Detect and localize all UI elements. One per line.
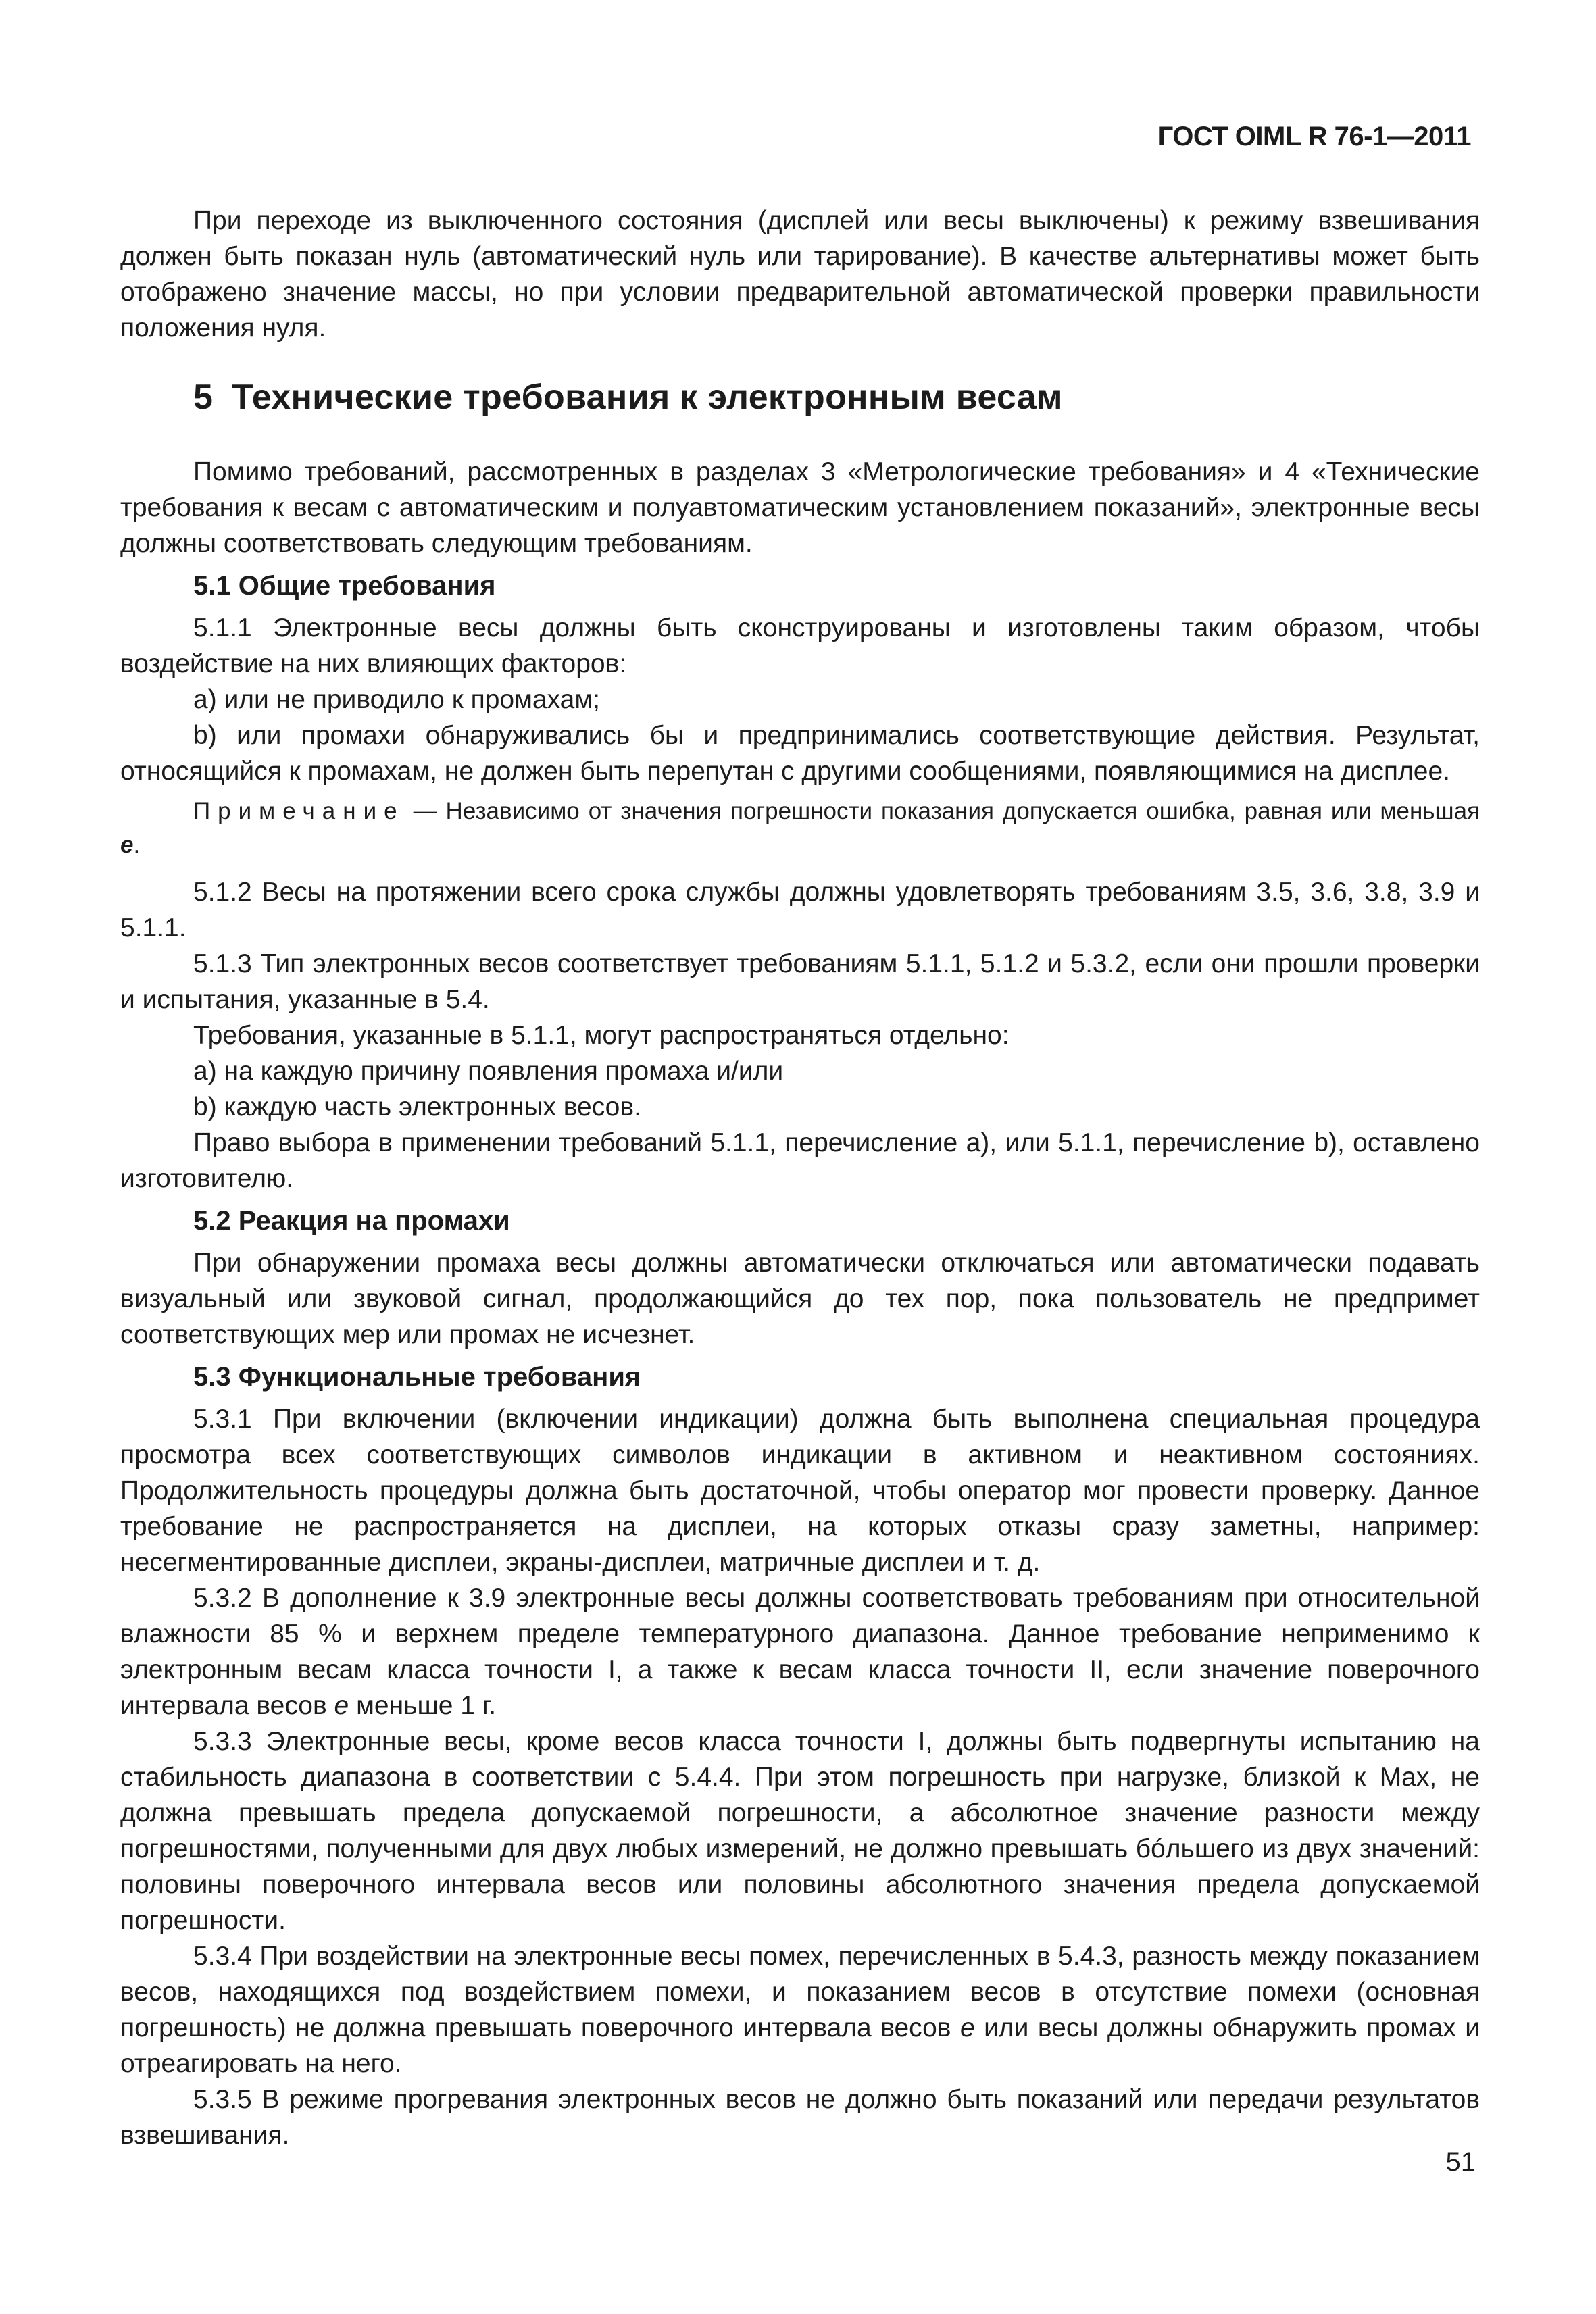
paragraph-5-3-3: 5.3.3 Электронные весы, кроме весов класса точности I, должны быть подвергнуты испытанию на стабильность диапазона в соответствии с 5.4.4. При этом погрешность при нагрузке, близкой к Max, не должна превышать предела допускаемой погрешности, а абсолютное значение разности между погрешностями, полученными для двух любых измерений, не должно превышать бóльшего из двух значений: половины поверочного интервала весов или половины абсолютного значения предела допускаемой погрешности.: [120, 1727, 1480, 1935]
subsection-5-1-heading: 5.1 Общие требования: [193, 571, 496, 601]
paragraph-5-3-1: 5.3.1 При включении (включении индикации) должна быть выполнена специальная процедура просмотра всех соответствующих символов индикации в активном и неактивном состояниях. Продолжительность процедуры должна быть достаточной, чтобы оператор мог провести проверку. Данное требование не распространяется на дисплеи, на которых отказы сразу заметны, например: несегментированные дисплеи, экраны-дисплеи, матричные дисплеи и т. д.: [120, 1405, 1480, 1577]
section-5-heading: [120, 376, 1480, 419]
symbol-e: e: [959, 2013, 975, 2042]
subsection-5-2-heading: 5.2 Реакция на промахи: [193, 1206, 510, 1236]
note-block: [120, 795, 1480, 862]
manufacturer-choice: Право выбора в применении требований 5.1.1, перечисление a), или 5.1.1, перечисление b), оставлено изготовителю.: [120, 1128, 1480, 1193]
section-5-intro: Помимо требований, рассмотренных в разделах 3 «Метрологические требования» и 4 «Технические требования к весам с автоматическим и полуавтоматическим установлением показаний», электронные весы должны соответствовать следующим требованиям.: [120, 457, 1480, 558]
page-content: [120, 203, 1480, 2153]
paragraph-5-3-4-text: 5.3.4 При воздействии на электронные весы помех, перечисленных в 5.4.3, разность между показанием весов, находящихся под воздействием помехи, и показанием весов в отсутствие помехи (основная погрешность) не должна превышать поверочного интервала весов: [120, 1942, 1480, 2042]
paragraph-5-3-4-end: или весы должны обнаружить промах и отреагировать на него.: [120, 2013, 1480, 2078]
list-item-b: b) или промахи обнаруживались бы и предпринимались соответствующие действия. Результат, относящийся к промахам, не должен быть перепутан с другими сообщениями, появляющимися на дисплее.: [120, 721, 1480, 786]
section-title: Технические требования к электронным весам: [232, 378, 1063, 417]
paragraph-5-2: При обнаружении промаха весы должны автоматически отключаться или автоматически подавать визуальный или звуковой сигнал, продолжающийся до тех пор, пока пользователь не предпримет соответствующих мер или промах не исчезнет.: [120, 1249, 1480, 1349]
paragraph-5-3-4: [120, 1938, 1480, 2082]
paragraph-5-3-2: [120, 1580, 1480, 1724]
subsection-5-3-heading: 5.3 Функциональные требования: [193, 1362, 641, 1392]
note-text: — Независимо от значения погрешности показания допускается ошибка, равная или меньшая: [404, 798, 1480, 824]
intro-paragraph: При переходе из выключенного состояния (дисплей или весы выключены) к режиму взвешивания должен быть показан нуль (автоматический нуль или тарирование). В качестве альтернативы может быть отображено значение массы, но при условии предварительной автоматической проверки правильности положения нуля.: [120, 206, 1480, 343]
paragraph-5-1-3: 5.1.3 Тип электронных весов соответствует требованиям 5.1.1, 5.1.2 и 5.3.2, если они прошли проверки и испытания, указанные в 5.4.: [120, 949, 1480, 1014]
paragraph-5-1-1: 5.1.1 Электронные весы должны быть сконструированы и изготовлены таким образом, чтобы воздействие на них влияющих факторов:: [120, 613, 1480, 678]
list-item-a: a) или не приводило к промахам;: [193, 685, 601, 714]
paragraph-5-3-5: 5.3.5 В режиме прогревания электронных весов не должно быть показаний или передачи результатов взвешивания.: [120, 2085, 1480, 2150]
list-item-b2: b) каждую часть электронных весов.: [193, 1092, 641, 1122]
symbol-e: e: [334, 1691, 349, 1720]
paragraph-5-1-2: 5.1.2 Весы на протяжении всего срока службы должны удовлетворять требованиям 3.5, 3.6, 3.8, 3.9 и 5.1.1.: [120, 878, 1480, 942]
requirements-separately: Требования, указанные в 5.1.1, могут распространяться отдельно:: [193, 1021, 1009, 1050]
note-symbol-e: e: [120, 832, 134, 858]
note-label: Примечание: [193, 798, 405, 824]
paragraph-5-3-2-end: меньше 1 г.: [349, 1691, 497, 1720]
paragraph-5-3-2-text: 5.3.2 В дополнение к 3.9 электронные весы должны соответствовать требованиям при относительной влажности 85 % и верхнем пределе температурного диапазона. Данное требование неприменимо к электронным весам класса точности I, а также к весам класса точности II, если значение поверочного интервала весов: [120, 1584, 1480, 1720]
section-number: 5: [193, 378, 214, 417]
page-number: 51: [1445, 2147, 1476, 2177]
note-end: .: [133, 832, 141, 858]
list-item-a2: a) на каждую причину появления промаха и/или: [193, 1057, 784, 1086]
standard-code-header: ГОСТ OIML R 76-1—2011: [1157, 122, 1471, 151]
